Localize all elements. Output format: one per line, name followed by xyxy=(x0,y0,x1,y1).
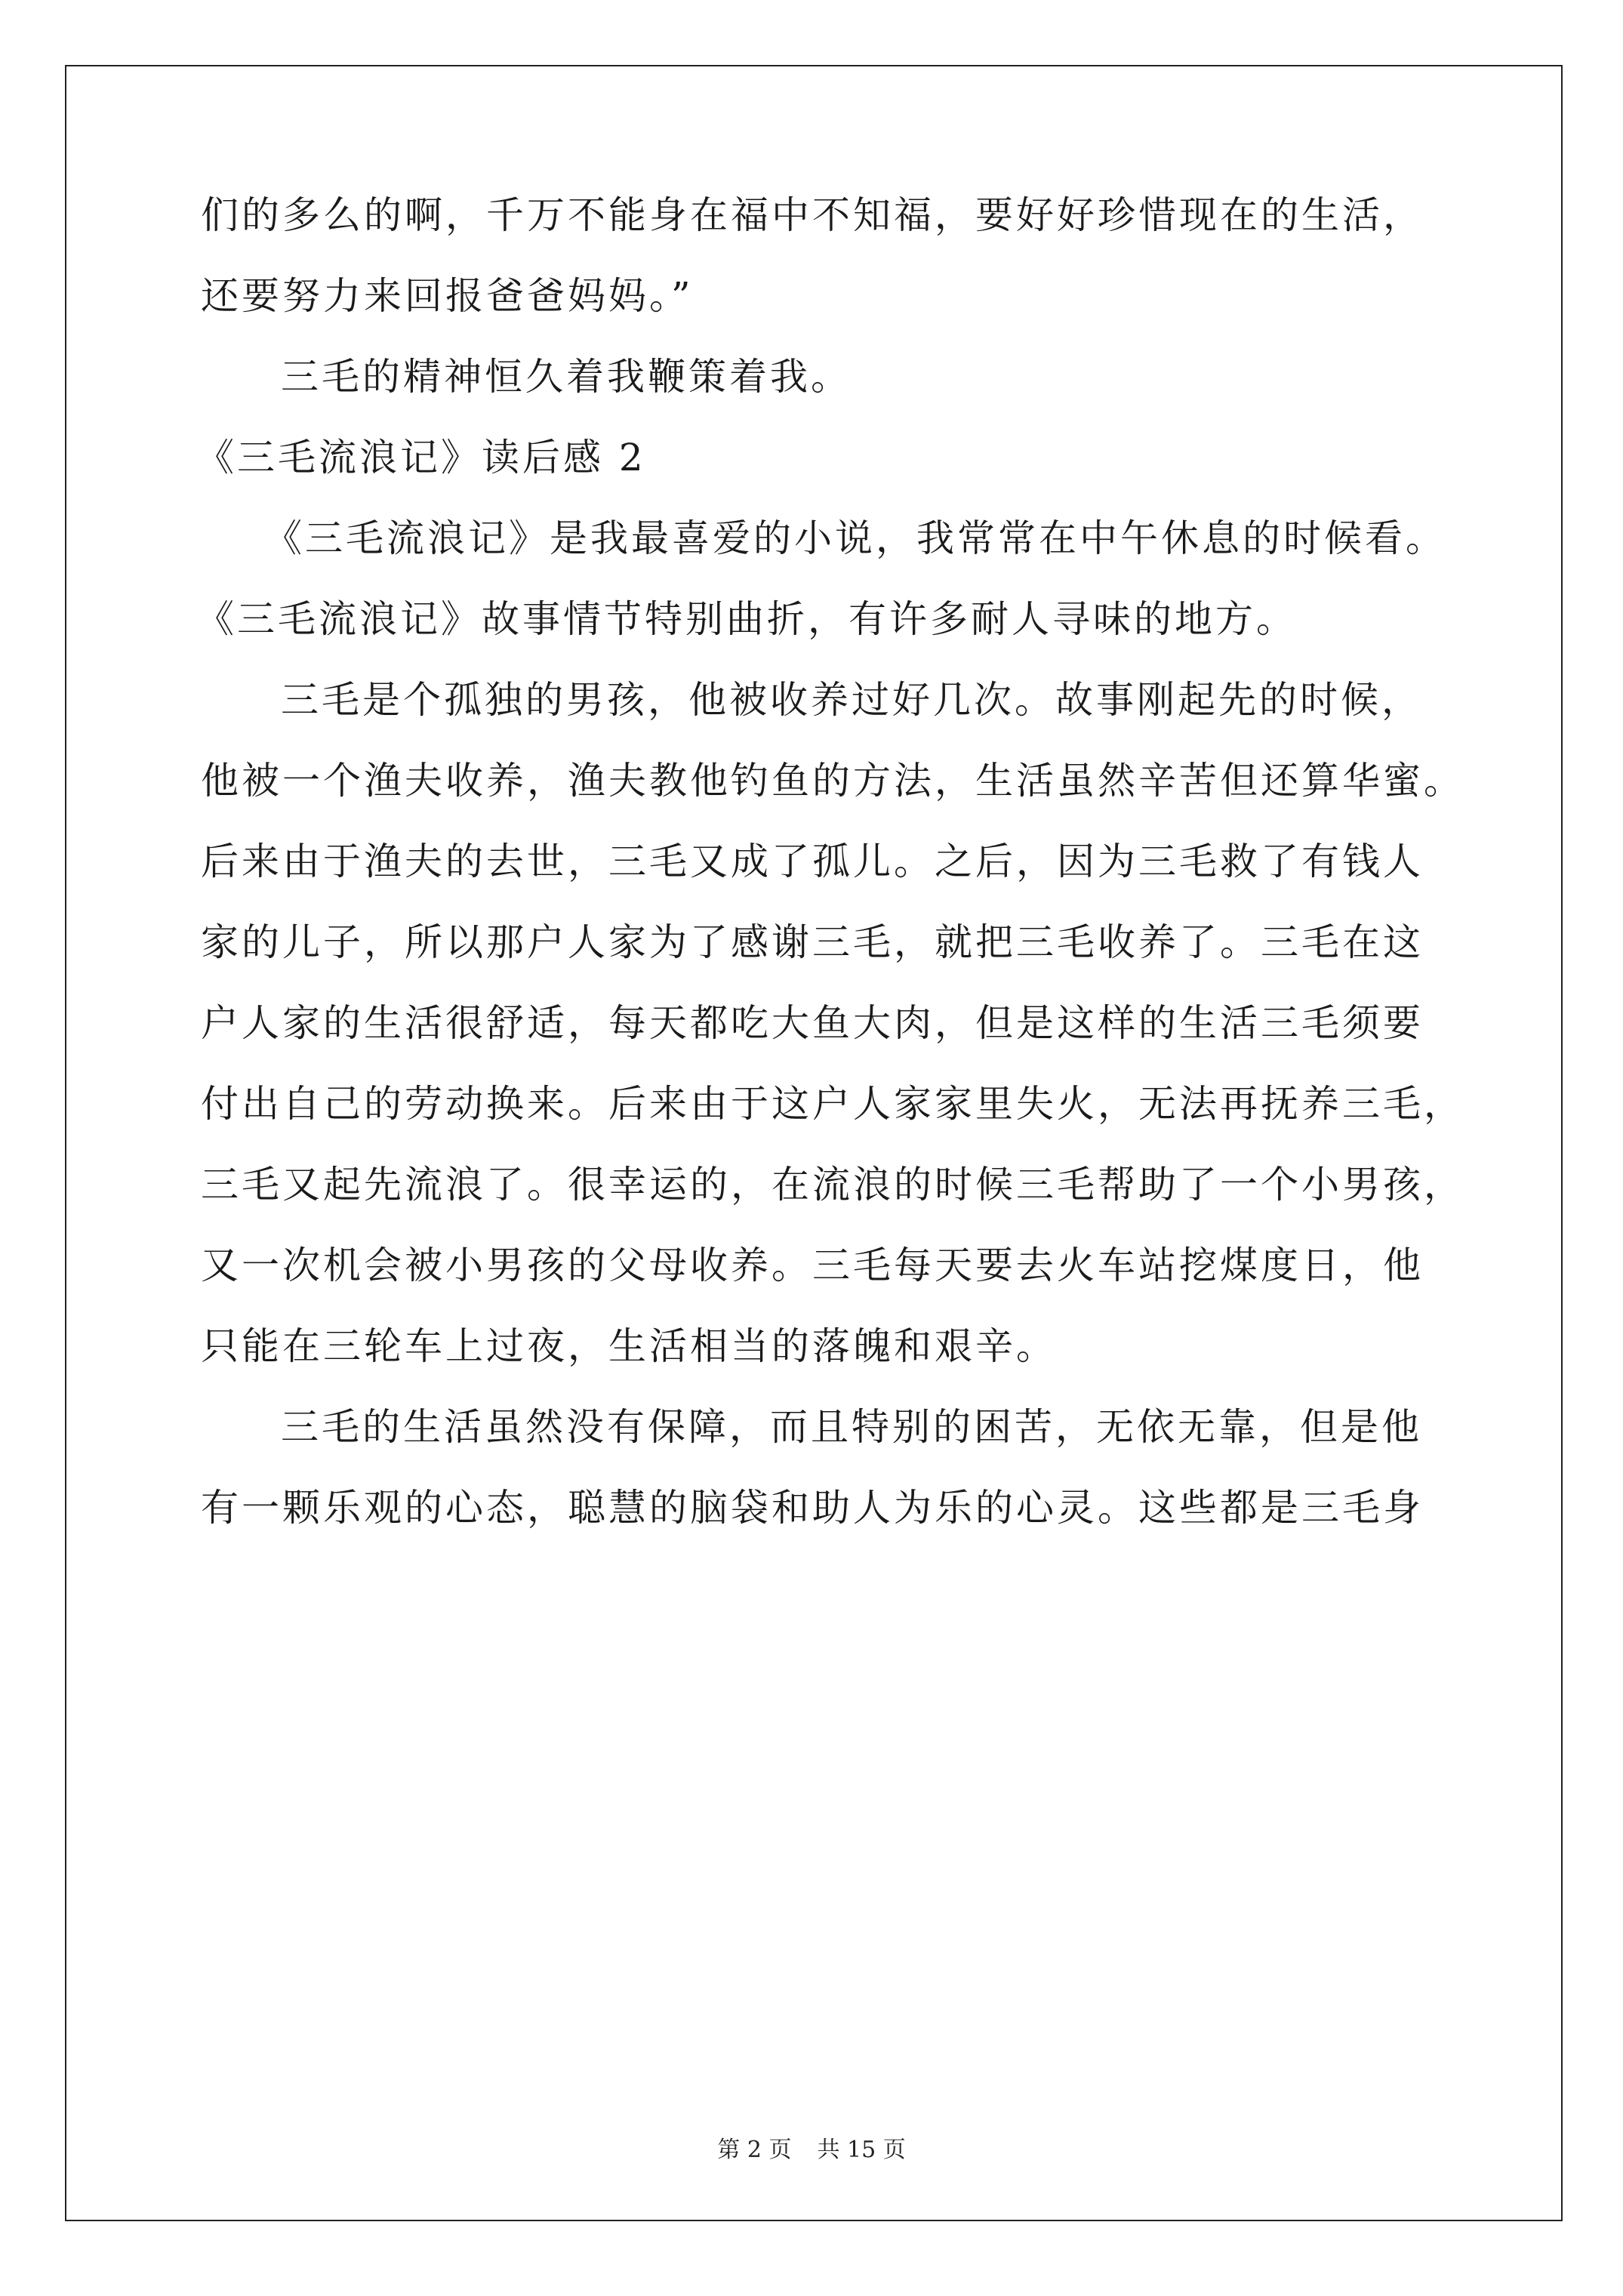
text-line: 又一次机会被小男孩的父母收养。三毛每天要去火车站挖煤度日，他 xyxy=(201,1244,1424,1287)
page-number: 第 2 页 xyxy=(717,2137,792,2163)
page-total: 共 15 页 xyxy=(817,2137,906,2163)
paragraph-line: 《三毛流浪记》是我最喜爱的小说，我常常在中午休息的时候看。 xyxy=(264,516,1446,560)
text-line: 户人家的生活很舒适，每天都吃大鱼大肉，但是这样的生活三毛须要 xyxy=(201,1001,1424,1045)
text-line: 家的儿子，所以那户人家为了感谢三毛，就把三毛收养了。三毛在这 xyxy=(201,920,1424,964)
paragraph-line: 三毛的生活虽然没有保障，而且特别的困苦，无依无靠，但是他 xyxy=(281,1405,1422,1449)
text-line: 们的多么的啊，千万不能身在福中不知福，要好好珍惜现在的生活， xyxy=(201,193,1424,237)
paragraph-line: 三毛的精神恒久着我鞭策着我。 xyxy=(281,355,852,399)
page-footer xyxy=(0,2135,1623,2165)
text-line: 后来由于渔夫的去世，三毛又成了孤儿。之后，因为三毛救了有钱人 xyxy=(201,840,1424,883)
text-line: 有一颗乐观的心态，聪慧的脑袋和助人为乐的心灵。这些都是三毛身 xyxy=(201,1486,1424,1530)
text-line: 付出自己的劳动换来。后来由于这户人家家里失火，无法再抚养三毛， xyxy=(201,1082,1464,1126)
text-line: 只能在三轮车上过夜，生活相当的落魄和艰辛。 xyxy=(201,1324,1057,1368)
section-heading: 《三毛流浪记》读后感 2 xyxy=(196,436,646,479)
text-line: 他被一个渔夫收养，渔夫教他钓鱼的方法，生活虽然辛苦但还算华蜜。 xyxy=(201,759,1464,803)
text-line: 《三毛流浪记》故事情节特别曲折，有许多耐人寻味的地方。 xyxy=(196,597,1297,641)
text-line: 三毛又起先流浪了。很幸运的，在流浪的时候三毛帮助了一个小男孩， xyxy=(201,1163,1464,1207)
text-line: 还要努力来回报爸爸妈妈。” xyxy=(201,274,694,318)
paragraph-line: 三毛是个孤独的男孩，他被收养过好几次。故事刚起先的时候， xyxy=(281,678,1422,722)
